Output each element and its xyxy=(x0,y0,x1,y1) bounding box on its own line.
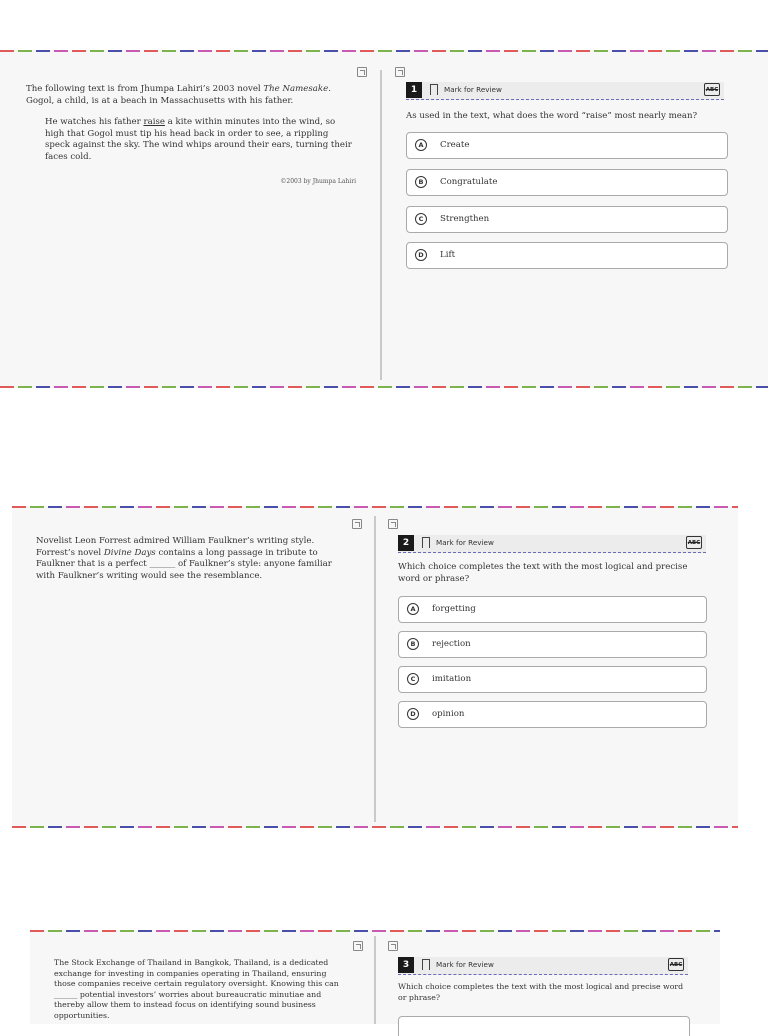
choice-b[interactable] xyxy=(406,169,728,196)
question-text: As used in the text, what does the word “raise” most nearly mean? xyxy=(406,111,698,121)
panel-bottom-border xyxy=(0,386,768,388)
choice-letter-b: B xyxy=(415,176,427,188)
choice-text-c: Strengthen xyxy=(440,214,490,224)
eliminator-abc-icon[interactable]: ABC xyxy=(704,83,720,96)
passage-text: The Stock Exchange of Thailand in Bangkok, Thailand, is a dedicated exchange for investing in companies operating in Thailand, ensuring those companies receive certain regulatory oversight. Knowing this can ______ potential investors’ worries about bureaucratic minutiae and thereby allow them to instead focus on identifying sound business opportunities. xyxy=(54,958,339,1020)
eliminator-abc-icon[interactable]: ABC xyxy=(686,536,702,549)
question-number: 2 xyxy=(398,535,414,551)
bookmark-icon[interactable] xyxy=(422,959,430,970)
choice-letter-b: B xyxy=(407,638,419,650)
passage-text: Novelist Leon Forrest admired William Faulkner’s writing style. Forrest’s novel Divine Days contains a long passage in tribute to Faulkner that is a perfect ______ of Faulkner’s style: anyone familiar with Faulkner’s writing would see the resemblance. xyxy=(36,536,332,581)
panel-divider[interactable] xyxy=(380,70,382,380)
passage xyxy=(26,84,356,187)
panel-divider[interactable] xyxy=(374,936,376,1024)
question-header xyxy=(398,535,706,553)
panel-bottom-border xyxy=(12,826,738,828)
panel-top-border xyxy=(12,506,738,508)
mark-for-review-button[interactable]: Mark for Review xyxy=(436,960,494,969)
choice-text-b: rejection xyxy=(432,639,471,649)
choice-text-d: opinion xyxy=(432,709,465,719)
choice-text-d: Lift xyxy=(440,250,456,260)
choice-text-a: forgetting xyxy=(432,604,476,614)
mark-for-review-button[interactable]: Mark for Review xyxy=(436,538,494,547)
choice-letter-d: D xyxy=(407,708,419,720)
passage xyxy=(36,536,346,582)
choice-a[interactable] xyxy=(398,596,707,623)
question-header xyxy=(398,957,688,975)
choice-letter-d: D xyxy=(415,249,427,261)
choice-d[interactable] xyxy=(406,242,728,269)
bookmark-icon[interactable] xyxy=(430,84,438,95)
choice-a[interactable] xyxy=(406,132,728,159)
passage-intro: The following text is from Jhumpa Lahiri’s 2003 novel The Namesake. Gogol, a child, is at a beach in Massachusetts with his father. xyxy=(26,84,331,106)
passage-quote: He watches his father raise a kite within minutes into the wind, so high that Gogol must tip his head back in order to see, a rippling speck against the sky. The wind whips around their ears, turning their faces cold. xyxy=(45,117,352,162)
expand-passage-icon[interactable] xyxy=(352,519,362,529)
panel-top-border xyxy=(0,50,768,52)
expand-question-icon[interactable] xyxy=(395,67,405,77)
choice-letter-a: A xyxy=(415,139,427,151)
question-number: 3 xyxy=(398,957,414,973)
question-panel-1 xyxy=(0,50,768,388)
panel-top-border xyxy=(30,930,720,932)
expand-passage-icon[interactable] xyxy=(353,941,363,951)
choice-d[interactable] xyxy=(398,701,707,728)
choice-text-a: Create xyxy=(440,140,470,150)
expand-passage-icon[interactable] xyxy=(357,67,367,77)
mark-for-review-button[interactable]: Mark for Review xyxy=(444,85,502,94)
choice-text-b: Congratulate xyxy=(440,177,498,187)
expand-question-icon[interactable] xyxy=(388,941,398,951)
question-panel-3 xyxy=(30,930,720,1024)
choice-c[interactable] xyxy=(406,206,728,233)
question-panel-2 xyxy=(12,506,738,828)
question-header xyxy=(406,82,724,100)
expand-question-icon[interactable] xyxy=(388,519,398,529)
eliminator-abc-icon[interactable]: ABC xyxy=(668,958,684,971)
choice-letter-a: A xyxy=(407,603,419,615)
choice-letter-c: C xyxy=(415,213,427,225)
underlined-word: raise xyxy=(143,117,165,128)
choice-text-c: imitation xyxy=(432,674,472,684)
question-number: 1 xyxy=(406,82,422,98)
passage xyxy=(54,958,349,1022)
choice-a[interactable] xyxy=(398,1016,690,1036)
choice-b[interactable] xyxy=(398,631,707,658)
panel-divider[interactable] xyxy=(374,516,376,822)
bookmark-icon[interactable] xyxy=(422,537,430,548)
question-text: Which choice completes the text with the most logical and precise word or phrase? xyxy=(398,982,684,1002)
passage-credit: ©2003 by Jhumpa Lahiri xyxy=(280,177,356,185)
question-text: Which choice completes the text with the most logical and precise word or phrase? xyxy=(398,562,688,584)
choice-c[interactable] xyxy=(398,666,707,693)
choice-letter-c: C xyxy=(407,673,419,685)
